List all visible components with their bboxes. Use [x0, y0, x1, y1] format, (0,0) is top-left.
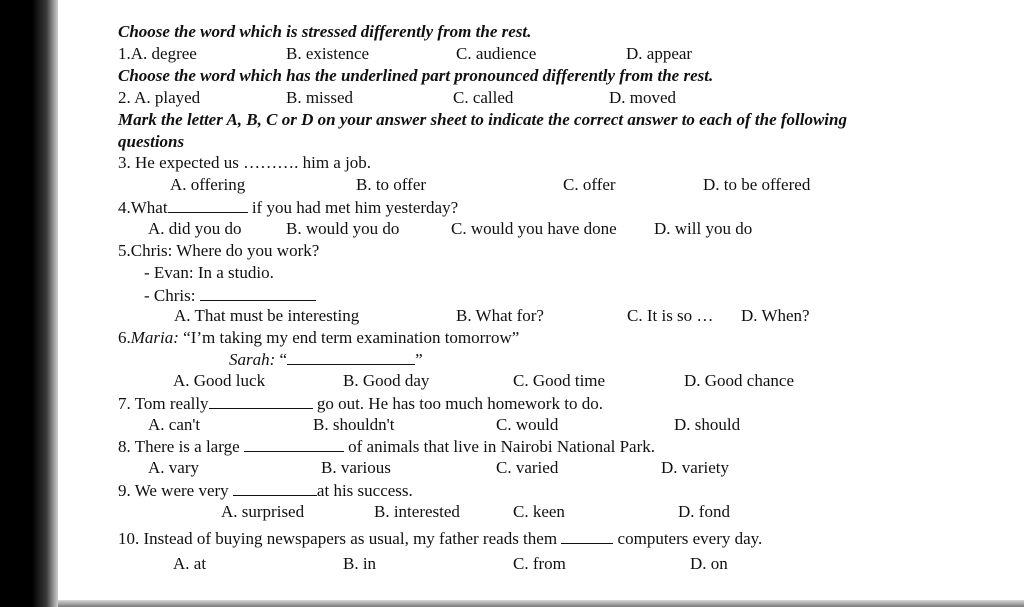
q8-blank: [244, 436, 344, 452]
q1-number: 1.: [118, 44, 131, 63]
q2-option-d: D. moved: [609, 88, 677, 107]
q9-option-a: A. surprised: [221, 502, 305, 521]
section-heading-stress: Choose the word which is stressed differently from the rest.: [118, 22, 532, 41]
q4-stem: [118, 197, 458, 218]
q10-blank: [561, 528, 613, 544]
q5-option-c: C. It is so …: [627, 306, 714, 325]
q1-option-b: B. existence: [286, 44, 370, 63]
q10-stem: [118, 528, 762, 549]
q5-stem: 5.Chris: Where do you work?: [118, 241, 320, 260]
q6-sarah-line: [229, 349, 423, 370]
q6-option-d: D. Good chance: [684, 371, 794, 390]
q4-option-b: B. would you do: [286, 219, 400, 238]
section-heading-mark-line1: Mark the letter A, B, C or D on your answer sheet to indicate the correct answer to each of the following: [118, 110, 847, 129]
q3-option-d: D. to be offered: [703, 175, 811, 194]
q2-option-c: C. called: [453, 88, 514, 107]
q7-option-a: A. can't: [148, 415, 201, 434]
q9-stem-b: at his success.: [316, 481, 413, 500]
q6-option-b: B. Good day: [343, 371, 430, 390]
q5-option-a: A. That must be interesting: [174, 306, 360, 325]
q9-stem: [118, 480, 413, 501]
q7-stem-b: go out. He has too much homework to do.: [316, 394, 603, 413]
q10-option-c: C. from: [513, 554, 566, 573]
q9-option-d: D. fond: [678, 502, 730, 521]
q3-stem: 3. He expected us ………. him a job.: [118, 153, 372, 172]
q9-option-b: B. interested: [374, 502, 460, 521]
q7-option-d: D. should: [674, 415, 741, 434]
q10-stem-b: computers every day.: [617, 529, 763, 548]
q5-chris-label: - Chris:: [144, 286, 196, 305]
q8-option-b: B. various: [321, 458, 391, 477]
q5-dialogue-chris: [144, 285, 316, 306]
q7-stem: [118, 393, 603, 414]
q4-stem-a: 4.What: [118, 198, 168, 217]
q8-option-a: A. vary: [148, 458, 199, 477]
q6-stem: [118, 328, 519, 348]
q5-dialogue-evan: - Evan: In a studio.: [144, 263, 274, 282]
q2-option-b: B. missed: [286, 88, 354, 107]
q2-option-a: A. played: [134, 88, 201, 107]
q8-stem: [118, 436, 655, 457]
q5-option-b: B. What for?: [456, 306, 544, 325]
q9-blank: [233, 480, 317, 496]
photo-bottom-edge: [58, 600, 1024, 607]
q9-option-c: C. keen: [513, 502, 565, 521]
q6-number: 6.: [118, 328, 131, 347]
q9-stem-a: 9. We were very: [118, 481, 229, 500]
q5-blank: [200, 285, 316, 301]
q6-speaker-maria: Maria:: [130, 328, 179, 347]
q10-option-b: B. in: [343, 554, 377, 573]
q5-option-d: D. When?: [741, 306, 810, 325]
q6-option-a: A. Good luck: [173, 371, 266, 390]
q8-option-c: C. varied: [496, 458, 559, 477]
q4-option-a: A. did you do: [148, 219, 242, 238]
q8-stem-a: 8. There is a large: [118, 437, 240, 456]
q1-option-c: C. audience: [456, 44, 537, 63]
q7-blank: [209, 393, 313, 409]
section-heading-pronounce: Choose the word which has the underlined part pronounced differently from the rest.: [118, 66, 714, 85]
q3-option-c: C. offer: [563, 175, 616, 194]
q6-maria-line: “I’m taking my end term examination tomorrow”: [178, 328, 520, 347]
q7-option-b: B. shouldn't: [313, 415, 395, 434]
q1-option-a: A. degree: [130, 44, 197, 63]
q4-option-c: C. would you have done: [451, 219, 617, 238]
q8-option-d: D. variety: [661, 458, 729, 477]
q6-blank: [287, 349, 415, 365]
q6-speaker-sarah: Sarah:: [229, 350, 276, 369]
q2-number: 2.: [118, 88, 135, 107]
q6-option-c: C. Good time: [513, 371, 606, 390]
q10-option-a: A. at: [173, 554, 207, 573]
q1-option-d: D. appear: [626, 44, 693, 63]
q8-stem-b: of animals that live in Nairobi National Park.: [348, 437, 656, 456]
section-heading-mark-line2: questions: [118, 132, 185, 151]
question-2: [118, 88, 200, 108]
q4-stem-b: if you had met him yesterday?: [251, 198, 459, 217]
q3-option-b: B. to offer: [356, 175, 427, 194]
q4-blank: [168, 197, 248, 213]
question-1: [118, 44, 197, 64]
q10-option-d: D. on: [690, 554, 728, 573]
q3-option-a: A. offering: [170, 175, 246, 194]
q6-close-quote: ”: [415, 350, 423, 369]
q7-stem-a: 7. Tom really: [118, 394, 209, 413]
q4-option-d: D. will you do: [654, 219, 753, 238]
q10-stem-a: 10. Instead of buying newspapers as usual, my father reads them: [118, 529, 558, 548]
q7-option-c: C. would: [496, 415, 559, 434]
q6-open-quote: “: [275, 350, 288, 369]
